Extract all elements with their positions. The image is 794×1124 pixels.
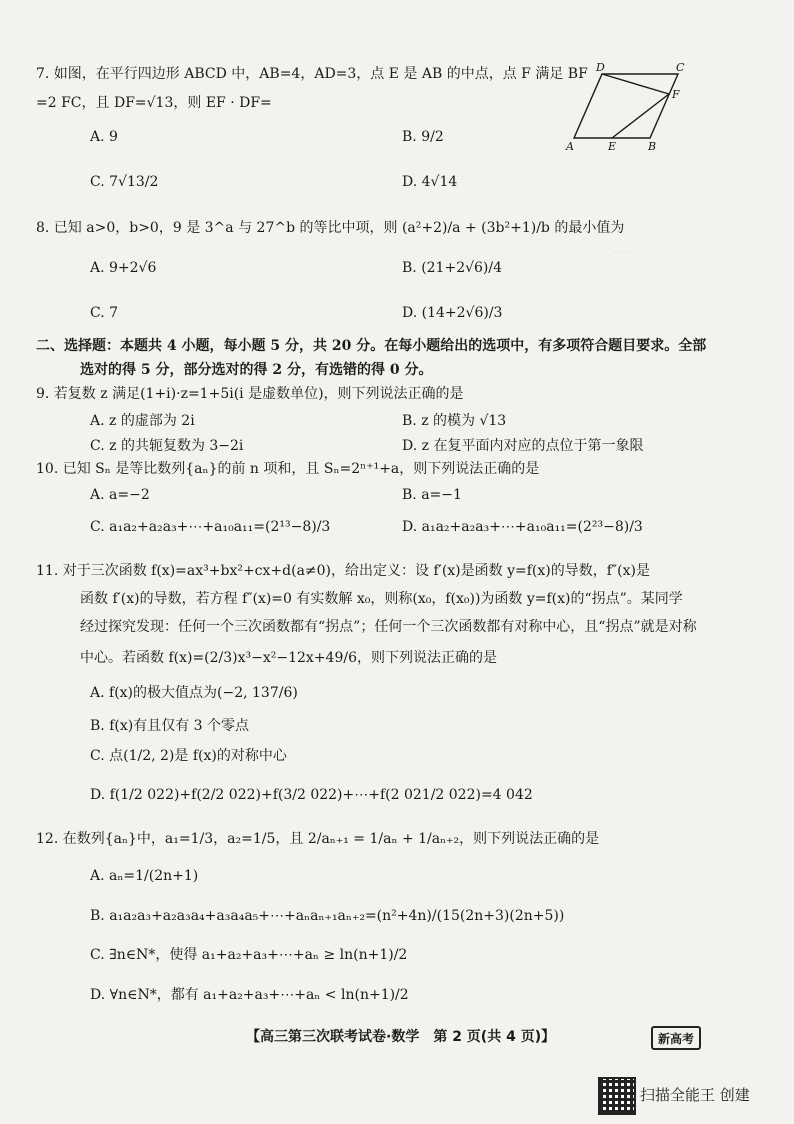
- q11-option-c: C. 点(1/2, 2)是 f(x)的对称中心: [90, 748, 287, 764]
- q7-stem-line1: 7. 如图，在平行四边形 ABCD 中，AB=4，AD=3，点 E 是 AB 的中点，点 F 满足 BF: [36, 66, 588, 82]
- hidden-guide: [602, 74, 650, 138]
- q10-stem: 10. 已知 Sₙ 是等比数列{aₙ}的前 n 项和，且 Sₙ=2ⁿ⁺¹+a，则下列说法正确的是: [36, 461, 540, 477]
- q8-option-b: B. (21+2√6)/4: [402, 260, 503, 276]
- fig-label-c: C: [676, 62, 685, 74]
- fig-label-b: B: [648, 140, 657, 152]
- q11-option-b: B. f(x)有且仅有 3 个零点: [90, 718, 249, 734]
- q8-stem: 8. 已知 a>0，b>0，9 是 3^a 与 27^b 的等比中项，则 (a²+2)/a + (3b²+1)/b 的最小值为: [36, 220, 625, 236]
- q7-option-c: C. 7√13/2: [90, 174, 159, 190]
- parallelogram-abcd: [574, 74, 678, 138]
- q8-option-d: D. (14+2√6)/3: [402, 305, 503, 321]
- qr-code-icon: [598, 1077, 636, 1115]
- q11-stem-line3: 经过探究发现：任何一个三次函数都有“拐点”；任何一个三次函数都有对称中心，且“拐点”就是对称: [80, 619, 697, 635]
- q9-option-b: B. z 的模为 √13: [402, 413, 507, 429]
- q10-option-a: A. a=−2: [90, 487, 150, 503]
- page-footer: 【高三第三次联考试卷·数学 第 2 页(共 4 页)】: [246, 1029, 556, 1045]
- q10-option-d: D. a₁a₂+a₂a₃+⋯+a₁₀a₁₁=(2²³−8)/3: [402, 519, 643, 535]
- q12-option-a: A. aₙ=1/(2n+1): [90, 868, 199, 884]
- q8-option-c: C. 7: [90, 305, 119, 321]
- q12-stem: 12. 在数列{aₙ}中，a₁=1/3，a₂=1/5，且 2/aₙ₊₁ = 1/aₙ + 1/aₙ₊₂，则下列说法正确的是: [36, 831, 600, 847]
- q9-stem: 9. 若复数 z 满足(1+i)·z=1+5i(i 是虚数单位)，则下列说法正确的是: [36, 386, 464, 402]
- q10-option-b: B. a=−1: [402, 487, 462, 503]
- q7-option-d: D. 4√14: [402, 174, 458, 190]
- q7-stem-line2: =2 FC，且 DF=√13，则 EF · DF=: [36, 95, 272, 111]
- q11-stem-line4: 中心。若函数 f(x)=(2/3)x³−x²−12x+49/6，则下列说法正确的是: [80, 650, 497, 666]
- q11-stem-line2: 函数 f′(x)的导数，若方程 f″(x)=0 有实数解 x₀，则称(x₀，f(x₀))为函数 y=f(x)的“拐点”。某同学: [80, 591, 683, 607]
- section2-header-line1: 二、选择题：本题共 4 小题，每小题 5 分，共 20 分。在每小题给出的选项中，有多项符合题目要求。全部: [36, 338, 707, 354]
- fig-label-e: E: [608, 140, 617, 152]
- exam-type-badge: 新高考: [651, 1026, 701, 1050]
- fig-label-a: A: [566, 140, 574, 152]
- q7-option-b: B. 9/2: [402, 129, 444, 145]
- q9-option-c: C. z 的共轭复数为 3−2i: [90, 438, 244, 454]
- bleed-through-mark: · · ·: [612, 700, 632, 714]
- bleed-through-mark: · · ·: [612, 245, 632, 259]
- segment-ef: [612, 94, 669, 138]
- fig-label-d: D: [596, 62, 605, 74]
- fig-label-f: F: [672, 88, 680, 101]
- segment-df: [602, 74, 669, 94]
- q11-option-d: D. f(1/2 022)+f(2/2 022)+f(3/2 022)+⋯+f(2 021/2 022)=4 042: [90, 787, 533, 803]
- q11-stem-line1: 11. 对于三次函数 f(x)=ax³+bx²+cx+d(a≠0)，给出定义：设 f′(x)是函数 y=f(x)的导数，f″(x)是: [36, 563, 650, 579]
- q10-option-c: C. a₁a₂+a₂a₃+⋯+a₁₀a₁₁=(2¹³−8)/3: [90, 519, 331, 535]
- q8-option-a: A. 9+2√6: [90, 260, 157, 276]
- q12-option-c: C. ∃n∈N*，使得 a₁+a₂+a₃+⋯+aₙ ≥ ln(n+1)/2: [90, 947, 408, 963]
- q12-option-d: D. ∀n∈N*，都有 a₁+a₂+a₃+⋯+aₙ < ln(n+1)/2: [90, 987, 409, 1003]
- q11-option-a: A. f(x)的极大值点为(−2, 137/6): [90, 685, 298, 701]
- section2-header-line2: 选对的得 5 分，部分选对的得 2 分，有选错的得 0 分。: [80, 362, 433, 378]
- parallelogram-figure: [560, 62, 690, 152]
- q12-option-b: B. a₁a₂a₃+a₂a₃a₄+a₃a₄a₅+⋯+aₙaₙ₊₁aₙ₊₂=(n²+4n)/(15(2n+3)(2n+5)): [90, 908, 565, 924]
- q9-option-d: D. z 在复平面内对应的点位于第一象限: [402, 438, 644, 454]
- q9-option-a: A. z 的虚部为 2i: [90, 413, 195, 429]
- scanner-watermark: 扫描全能王 创建: [640, 1086, 750, 1104]
- q7-option-a: A. 9: [90, 129, 118, 145]
